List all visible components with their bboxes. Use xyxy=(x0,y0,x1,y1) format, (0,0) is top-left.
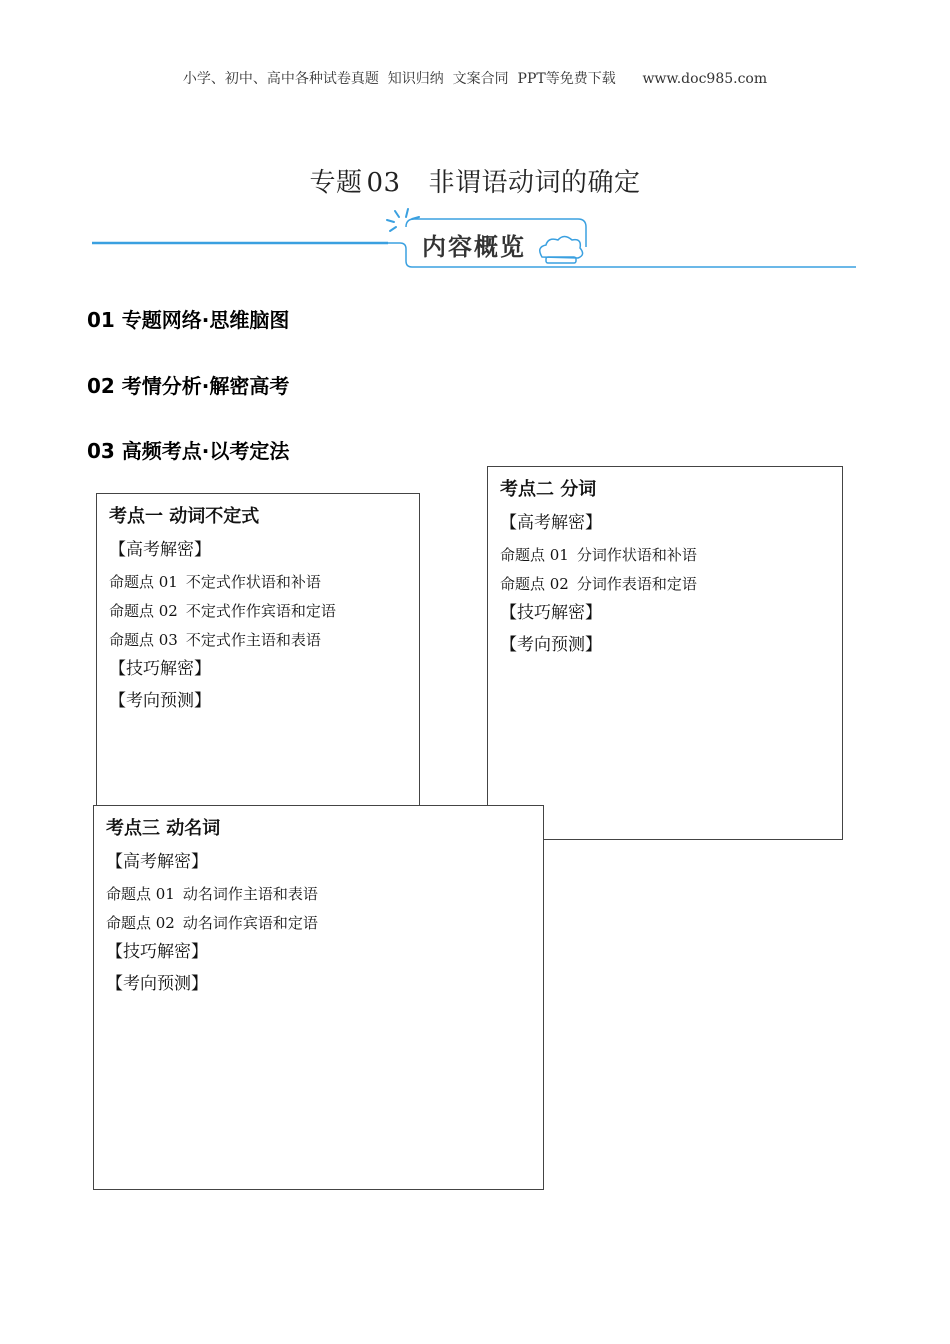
banner-label: 内容概览 xyxy=(422,233,526,261)
point2-section-forecast: 【考向预测】 xyxy=(500,635,602,655)
point1-item-2: 命题点 02 不定式作作宾语和定语 xyxy=(109,602,336,620)
title-number: 03 xyxy=(366,168,401,198)
page-title xyxy=(0,162,950,199)
point2-section-skill: 【技巧解密】 xyxy=(500,603,602,623)
point3-title: 考点三 动名词 xyxy=(106,818,221,839)
outline-item-3: 03 高频考点·以考定法 xyxy=(87,439,290,463)
point1-item-3: 命题点 03 不定式作主语和表语 xyxy=(109,631,321,649)
outline-item-1: 01 专题网络·思维脑图 xyxy=(87,308,290,332)
sparkle-icon xyxy=(387,209,419,231)
content-overview-banner xyxy=(90,205,860,275)
page-header: 小学、初中、高中各种试卷真题 知识归纳 文案合同 PPT等免费下载 www.doc985.com xyxy=(182,71,768,87)
point2-title: 考点二 分词 xyxy=(500,479,597,500)
point1-section-exam: 【高考解密】 xyxy=(109,540,211,560)
point1-section-forecast: 【考向预测】 xyxy=(109,691,211,711)
title-text: 非谓语动词的确定 xyxy=(428,168,641,198)
point2-section-exam: 【高考解密】 xyxy=(500,513,602,533)
point1-box xyxy=(96,493,420,811)
point3-item-2: 命题点 02 动名词作宾语和定语 xyxy=(106,914,318,932)
point3-box xyxy=(93,805,544,1190)
point1-section-skill: 【技巧解密】 xyxy=(109,659,211,679)
point3-section-exam: 【高考解密】 xyxy=(106,852,208,872)
point3-section-skill: 【技巧解密】 xyxy=(106,942,208,962)
point3-item-1: 命题点 01 动名词作主语和表语 xyxy=(106,885,318,903)
outline-item-2: 02 考情分析·解密高考 xyxy=(87,374,290,398)
point1-item-1: 命题点 01 不定式作状语和补语 xyxy=(109,573,321,591)
title-prefix: 专题 xyxy=(309,168,363,198)
point2-item-1: 命题点 01 分词作状语和补语 xyxy=(500,546,697,564)
chef-hat-icon xyxy=(540,237,583,264)
point1-title: 考点一 动词不定式 xyxy=(109,506,260,527)
point3-section-forecast: 【考向预测】 xyxy=(106,974,208,994)
point2-box xyxy=(487,466,843,840)
point2-item-2: 命题点 02 分词作表语和定语 xyxy=(500,575,697,593)
